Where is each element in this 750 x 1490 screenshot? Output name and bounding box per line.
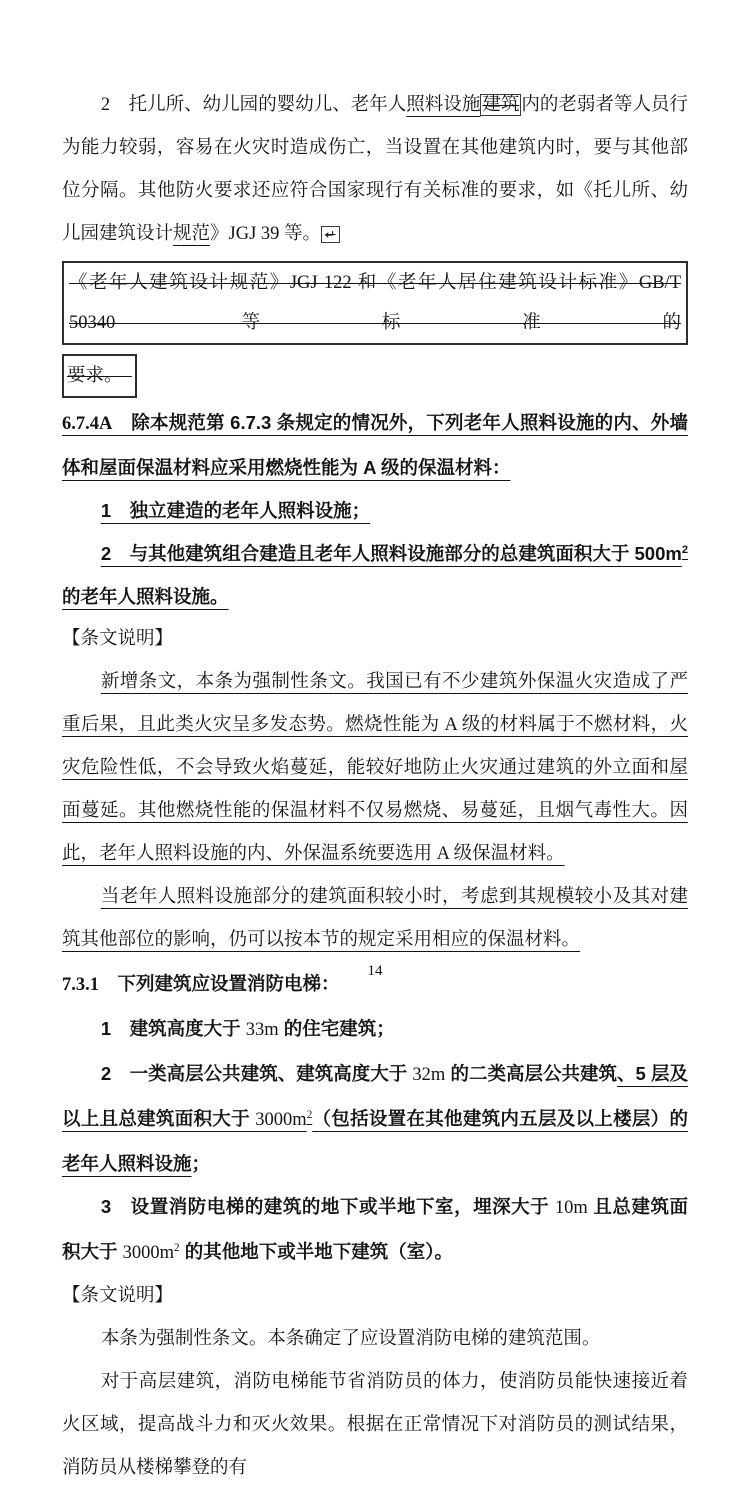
commentary-paragraph <box>62 876 688 962</box>
commentary-paragraph: 对于高层建筑，消防电梯能节省消防员的体力，使消防员能快速接近着火区域，提高战斗力和灭火效果。根据在正常情况下对消防员的测试结果，消防员从楼梯攀登的有 <box>62 1372 688 1478</box>
deleted-text-block-continuation <box>62 354 137 398</box>
clause-text: 的住宅建筑； <box>278 1018 395 1039</box>
superscript-2: 2 <box>681 543 688 556</box>
clause-6-7-4A-item1 <box>62 489 688 532</box>
numeric-value: 32m <box>412 1065 446 1085</box>
numeric-value: 3000m <box>122 1243 175 1263</box>
inserted-text: 新增条文，本条为强制性条文。我国已有不少建筑外保温火灾造成了严重后果，且此类火灾呈多发态势。燃烧性能为 A 级的材料属于不燃材料，火灾危险性低，不会导致火焰蔓延，能较好地防止火灾通过建筑的外立面和屋面蔓延。其他燃烧性能的保温材料不仅易燃烧、易蔓延，且烟气毒性大。因此，老年人照料设施的内、外保温系统要选用 A 级保温材料。 <box>62 672 688 864</box>
deleted-word-box: 建筑 <box>482 95 520 115</box>
commentary-label: 【条文说明】 <box>62 1286 174 1306</box>
text-run: 2 托儿所、幼儿园的婴幼儿、老年人 <box>100 95 407 115</box>
deleted-paragraph-mark-icon: ↵ <box>321 226 339 243</box>
clause-number: 6.7.4A <box>62 414 113 434</box>
commentary-paragraph <box>62 661 688 876</box>
commentary-label: 【条文说明】 <box>62 629 174 649</box>
inserted-text: 规范 <box>173 224 211 244</box>
clause-text: 的二类高层公共建筑 <box>445 1063 618 1084</box>
numeric-value: 10m <box>554 1198 588 1218</box>
clause-text: 1 建筑高度大于 <box>100 1018 246 1039</box>
text-run: 》JGJ 39 等。 <box>210 224 322 244</box>
clause-6-7-4A-heading <box>62 401 688 489</box>
inserted-text: 当老年人照料设施部分的建筑面积较小时，考虑到其规模较小及其对建筑其他部位的影响，仍可以按本节的规定采用相应的保温材料。 <box>62 887 688 950</box>
clause-7-3-1-item3 <box>62 1185 688 1275</box>
page-number: 14 <box>367 963 383 979</box>
clause-text: 除本规范第 6.7.3 条规定的情况外，下列老年人照料设施的内、外墙体和屋面保温材料应采用燃烧性能为 A 级的保温材料： <box>62 412 688 478</box>
clause-text: 3 设置消防电梯的建筑的地下或半地下室，埋深大于 <box>100 1196 555 1217</box>
clause-7-3-1-item1 <box>62 1007 688 1052</box>
clause-6-7-4A-item2 <box>62 532 688 618</box>
clause-7-3-1-item2 <box>62 1052 688 1185</box>
numeric-value: 3000m <box>255 1110 307 1130</box>
paragraph-explanation-item2 <box>62 84 688 256</box>
clause-text: ； <box>191 1153 211 1174</box>
inserted-text: 照料设施 <box>406 95 481 115</box>
inserted-text: （包括设置在其他建筑内五层及以上楼层）的老年人照料设施 <box>62 1108 688 1174</box>
deleted-text: 《老年人建筑设计规范》JGJ 122 和《老年人居住建筑设计标准》GB/T 50340 等标准的 <box>69 273 681 333</box>
commentary-paragraph: 本条为强制性条文。本条确定了应设置消防电梯的建筑范围。 <box>100 1329 601 1349</box>
superscript-2: 2 <box>174 1241 180 1254</box>
clause-text: 1 独立建造的老年人照料设施； <box>100 500 371 521</box>
clause-text: 下列建筑应设置消防电梯： <box>99 973 340 994</box>
superscript-2: 2 <box>306 1108 313 1121</box>
deleted-text-block <box>62 261 688 345</box>
inserted-text: 、5 层及以上且总建筑面积大于 <box>62 1063 688 1129</box>
deleted-text: 要求。 <box>67 366 114 386</box>
clause-text: 的其他地下或半地下建筑（室）。 <box>179 1241 453 1262</box>
clause-text: 的老年人照料设施。 <box>62 586 229 607</box>
clause-text: 2 与其他建筑组合建造且老年人照料设施部分的总建筑面积大于 500m <box>100 543 682 564</box>
numeric-value: 33m <box>245 1020 279 1040</box>
clause-number: 7.3.1 <box>62 975 99 995</box>
clause-text: 且总建筑面积大于 <box>62 1196 689 1262</box>
text-run: 内的老弱者等人员行为能力较弱，容易在火灾时造成伤亡，当设置在其他建筑内时，要与其他部位分隔。其他防火要求还应符合国家现行有关标准的要求，如《托儿所、幼儿园建筑设计 <box>62 95 688 244</box>
deleted-text-block-row2 <box>62 345 688 401</box>
clause-text: 2 一类高层公共建筑、建筑高度大于 <box>100 1063 413 1084</box>
